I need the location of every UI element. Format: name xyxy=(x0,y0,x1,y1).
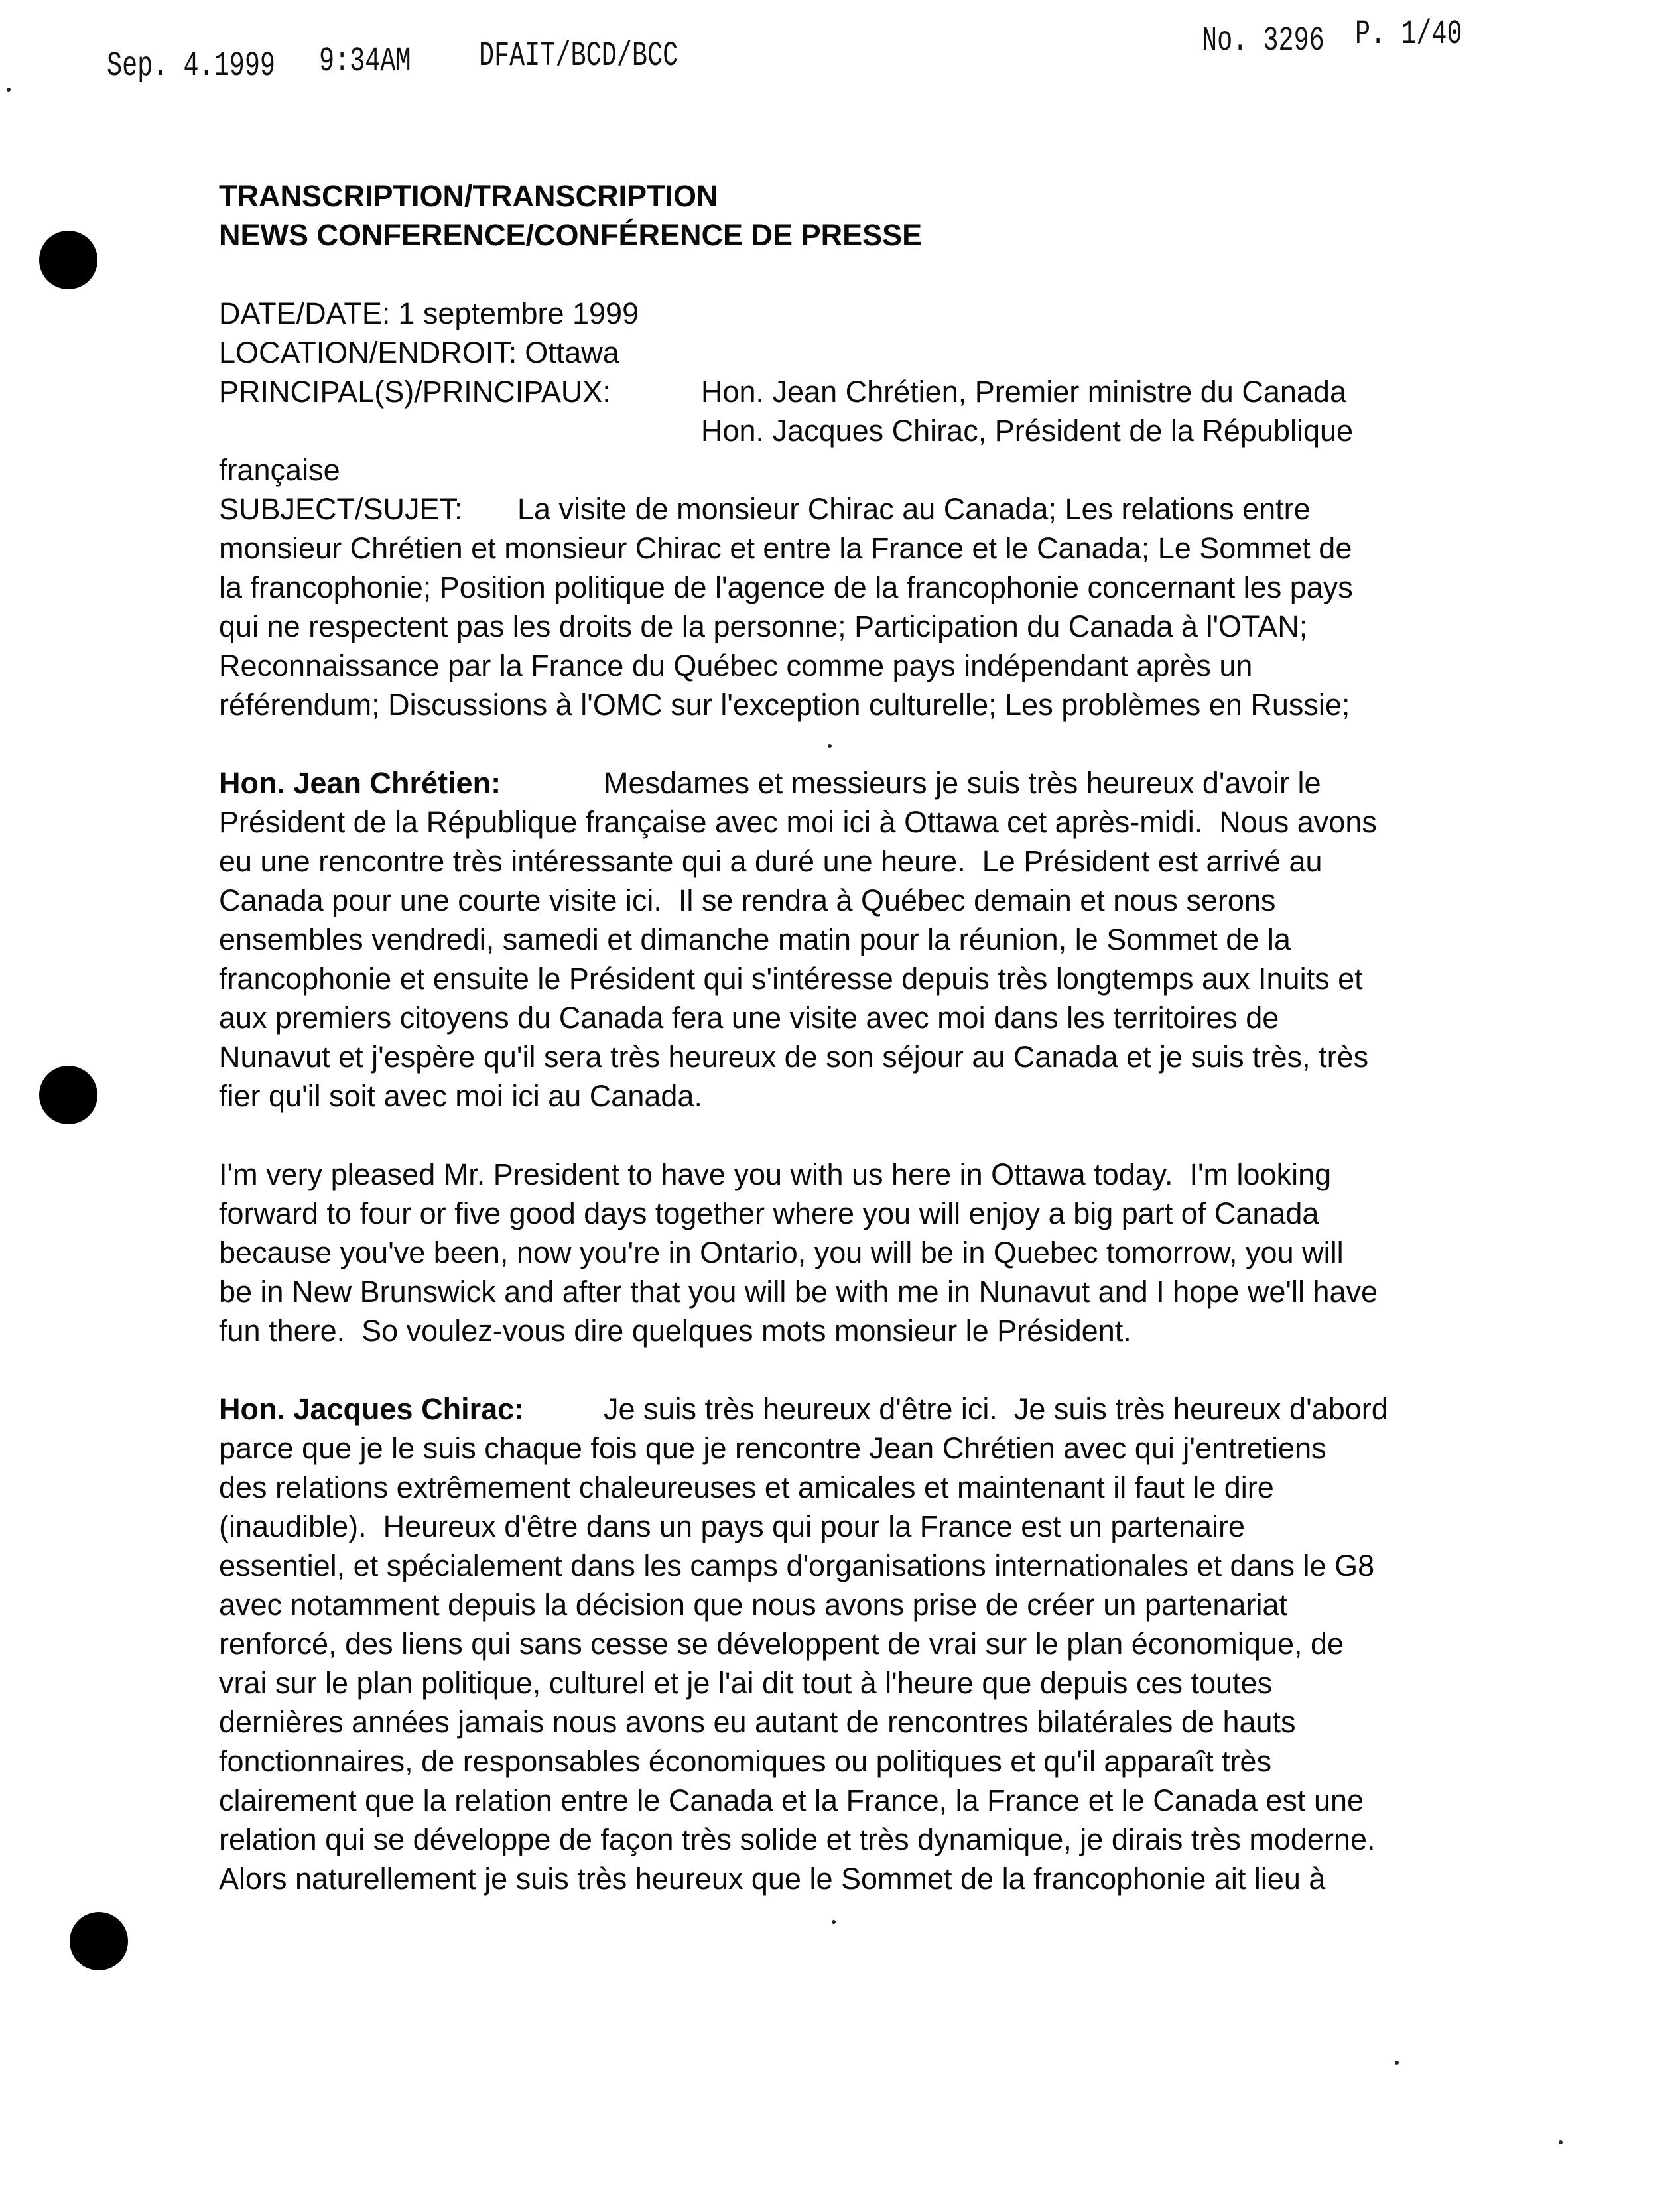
statement-text: I'm very pleased Mr. President to have you with us here in Ottawa today. I'm looking xyxy=(219,1157,1332,1191)
statement-text: vrai sur le plan politique, culturel et je l'ai dit tout à l'heure que depuis ces toutes xyxy=(219,1666,1273,1700)
statement-text: fier qu'il soit avec moi ici au Canada. xyxy=(219,1079,702,1113)
statement-text: Canada pour une courte visite ici. Il se rendra à Québec demain et nous serons xyxy=(219,883,1276,917)
location-value: Ottawa xyxy=(525,336,619,369)
subject-text: Reconnaissance par la France du Québec comme pays indépendant après un xyxy=(219,649,1253,682)
statement-text: avec notamment depuis la décision que nous avons prise de créer un partenariat xyxy=(219,1588,1287,1622)
location-label: LOCATION/ENDROIT: xyxy=(219,336,517,369)
statement-line xyxy=(219,763,1388,803)
principals-row xyxy=(219,411,1388,450)
statement-text: forward to four or five good days together where you will enjoy a big part of Canada xyxy=(219,1196,1319,1230)
statement-text: fun there. So voulez-vous dire quelques mots monsieur le Président. xyxy=(219,1314,1131,1348)
location-row xyxy=(219,333,1388,372)
principal-entry: Hon. Jean Chrétien, Premier ministre du Canada xyxy=(701,375,1346,409)
statement-text: relation qui se développe de façon très solide et très dynamique, je dirais très moderne. xyxy=(219,1823,1376,1856)
statement-text: francophonie et ensuite le Président qui s'intéresse depuis très longtemps aux Inuits et xyxy=(219,962,1363,996)
statement-text: ensembles vendredi, samedi et dimanche matin pour la réunion, le Sommet de la xyxy=(219,923,1291,956)
statement-text: Nunavut et j'espère qu'il sera très heureux de son séjour au Canada et je suis très, très xyxy=(219,1040,1369,1074)
statement-text: be in New Brunswick and after that you will be with me in Nunavut and I hope we'll have xyxy=(219,1275,1378,1309)
fax-sender: DFAIT/BCD/BCC xyxy=(479,36,678,76)
principals-row xyxy=(219,372,1388,411)
statement-chirac xyxy=(219,1389,1388,1898)
fax-page-count: P. 1/40 xyxy=(1355,15,1462,54)
statement-text: Président de la République française avec moi ici à Ottawa cet après-midi. Nous avons xyxy=(219,805,1377,839)
subject-text: référendum; Discussions à l'OMC sur l'exception culturelle; Les problèmes en Russie; xyxy=(219,688,1350,722)
subject-text: qui ne respectent pas les droits de la personne; Participation du Canada à l'OTAN; xyxy=(219,610,1308,643)
principals-label: PRINCIPAL(S)/PRINCIPAUX: xyxy=(219,375,611,409)
speaker-label: Hon. Jacques Chirac: xyxy=(219,1392,525,1426)
statement-text: Mesdames et messieurs je suis très heureux d'avoir le xyxy=(604,766,1321,800)
statement-text: aux premiers citoyens du Canada fera une visite avec moi dans les territoires de xyxy=(219,1001,1279,1035)
statement-text: Je suis très heureux d'être ici. Je suis très heureux d'abord xyxy=(604,1392,1388,1426)
title-line: TRANSCRIPTION/TRANSCRIPTION xyxy=(219,179,718,213)
statement-text: (inaudible). Heureux d'être dans un pays qui pour la France est un partenaire xyxy=(219,1510,1246,1543)
subject-text: la francophonie; Position politique de l'agence de la francophonie concernant les pays xyxy=(219,570,1353,604)
subject-text: La visite de monsieur Chirac au Canada; Les relations entre xyxy=(517,492,1311,526)
transcript-body xyxy=(219,176,1388,1898)
date-label: DATE/DATE: xyxy=(219,296,391,330)
document-title xyxy=(219,176,1388,255)
fax-number: No. 3296 xyxy=(1202,21,1325,60)
scan-speck xyxy=(7,88,11,92)
statement-text: des relations extrêmement chaleureuses et amicales et maintenant il faut le dire xyxy=(219,1470,1274,1504)
statement-text: dernières années jamais nous avons eu autant de rencontres bilatérales de hauts xyxy=(219,1705,1296,1739)
scan-speck xyxy=(1559,2140,1563,2144)
statement-text: fonctionnaires, de responsables économiques ou politiques et qu'il apparaît très xyxy=(219,1744,1272,1778)
subject-row xyxy=(219,489,1388,529)
statement-text: eu une rencontre très intéressante qui a duré une heure. Le Président est arrivé au xyxy=(219,844,1323,878)
date-value: 1 septembre 1999 xyxy=(398,296,639,330)
statement-chretien xyxy=(219,763,1388,1116)
statement-text: Alors naturellement je suis très heureux que le Sommet de la francophonie ait lieu à xyxy=(219,1862,1326,1896)
details-block xyxy=(219,294,1388,724)
statement-line xyxy=(219,1389,1388,1429)
statement-text: clairement que la relation entre le Canada et la France, la France et le Canada est une xyxy=(219,1783,1364,1817)
punch-hole xyxy=(39,1066,97,1124)
principal-entry-continuation: française xyxy=(219,453,340,487)
fax-time-stamp: 9:34AM xyxy=(319,42,411,81)
scan-speck xyxy=(1395,2061,1399,2065)
statement-text: because you've been, now you're in Ontario, you will be in Quebec tomorrow, you will xyxy=(219,1236,1344,1269)
statement-chretien-english xyxy=(219,1155,1388,1350)
statement-text: parce que je le suis chaque fois que je rencontre Jean Chrétien avec qui j'entretiens xyxy=(219,1431,1326,1465)
speaker-label: Hon. Jean Chrétien: xyxy=(219,766,501,800)
statement-text: renforcé, des liens qui sans cesse se développent de vrai sur le plan économique, de xyxy=(219,1627,1344,1661)
principal-entry: Hon. Jacques Chirac, Président de la République xyxy=(701,414,1354,448)
scan-speck xyxy=(832,1920,836,1924)
date-row xyxy=(219,294,1388,333)
subject-label: SUBJECT/SUJET: xyxy=(219,492,463,526)
subject-text: monsieur Chrétien et monsieur Chirac et entre la France et le Canada; Le Sommet de xyxy=(219,531,1352,565)
title-line: NEWS CONFERENCE/CONFÉRENCE DE PRESSE xyxy=(219,218,923,252)
punch-hole xyxy=(70,1912,128,1970)
fax-date-stamp: Sep. 4.1999 xyxy=(107,46,276,86)
statement-text: essentiel, et spécialement dans les camps d'organisations internationales et dans le G8 xyxy=(219,1549,1375,1582)
punch-hole xyxy=(39,231,97,289)
